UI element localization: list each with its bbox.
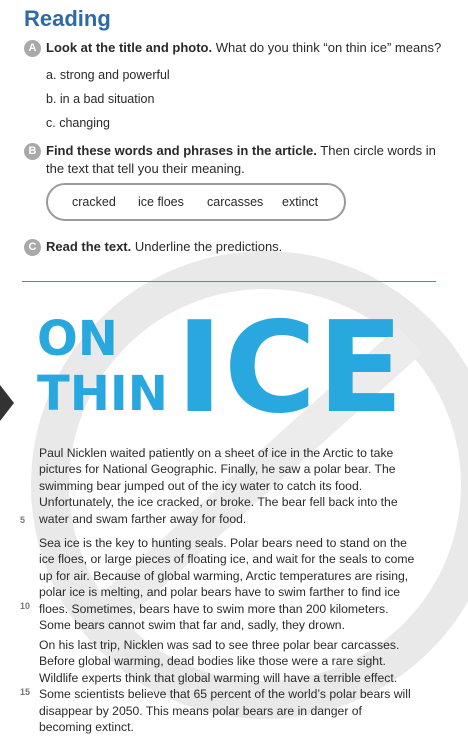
title-word-on: ON <box>37 311 118 367</box>
exercise-c-bold: Read the text. <box>46 239 132 254</box>
p2-line-6: Some bears cannot swim that far and, sadly, they drown. <box>39 618 345 633</box>
article-paragraph-2 <box>39 535 443 633</box>
line-number-15: 15 <box>20 687 31 697</box>
section-title: Reading <box>24 6 111 31</box>
p1-line-2: pictures for National Geographic. Finally, he saw a polar bear. The <box>39 462 396 477</box>
title-word-ice: ICE <box>176 294 405 441</box>
word-carcasses: carcasses <box>207 195 264 209</box>
title-word-thin: THIN <box>37 366 168 422</box>
exercise-b-instruction <box>46 142 446 178</box>
p1-line-4: Unfortunately, the ice cracked, or broke. The bear fell back into the <box>39 495 398 510</box>
article-paragraph-1 <box>39 445 443 527</box>
word-box <box>46 183 346 221</box>
exercise-b-rest-1: Then circle words in <box>316 143 436 158</box>
p2-line-5: floes. Sometimes, bears have to swim more than 200 kilometers. <box>39 601 389 616</box>
p1-line-1: Paul Nicklen waited patiently on a sheet of ice in the Arctic to take <box>39 446 394 460</box>
p2-line-1: Sea ice is the key to hunting seals. Polar bears need to stand on the <box>39 536 407 550</box>
p3-line-6: becoming extinct. <box>39 720 134 735</box>
option-a: a. strong and powerful <box>46 68 170 82</box>
line-number-10: 10 <box>20 601 31 611</box>
p3-line-4: Some scientists believe that 65 percent of the world’s polar bears will <box>39 687 411 702</box>
word-extinct: extinct <box>282 195 319 209</box>
p2-line-4: polar ice is melting, and polar bears have to swim farther to find ice <box>39 585 401 600</box>
p1-line-3: swimming bear jumped out of the icy water to catch its food. <box>39 478 363 493</box>
p2-line-2: ice floes, or large pieces of floating ice, and wait for the seals to come <box>39 552 415 567</box>
option-b: b. in a bad situation <box>46 92 155 106</box>
edge-decoration <box>0 385 14 421</box>
p3-line-5: disappear by 2050. This means polar bears are in danger of <box>39 703 362 718</box>
exercise-a-badge: A <box>24 40 41 57</box>
option-c: c. changing <box>46 116 110 130</box>
article-paragraph-3 <box>39 637 443 735</box>
exercise-a-rest: What do you think “on thin ice” means? <box>212 40 442 55</box>
word-cracked: cracked <box>72 195 116 209</box>
p1-line-5: water and swam farther away for food. <box>39 511 247 526</box>
exercise-a-instruction <box>46 39 446 57</box>
exercise-a-bold: Look at the title and photo. <box>46 40 213 55</box>
p2-line-3: up for air. Because of global warming, Arctic temperatures are rising, <box>39 568 409 583</box>
exercise-c-rest: Underline the predictions. <box>131 239 283 254</box>
p3-line-2: Before global warming, dead bodies like those were a rare sight. <box>39 654 386 669</box>
line-number-5: 5 <box>20 515 26 525</box>
exercise-b-bold: Find these words and phrases in the article. <box>46 143 317 158</box>
exercise-b-badge: B <box>24 143 41 160</box>
exercise-b-rest-2: the text that tell you their meaning. <box>46 161 245 176</box>
exercise-c-badge: C <box>24 239 41 256</box>
exercise-c-instruction <box>46 238 446 256</box>
divider-line <box>22 281 436 282</box>
p3-line-1: On his last trip, Nicklen was sad to see three polar bear carcasses. <box>39 638 400 652</box>
p3-line-3: Wildlife experts think that global warming will have a terrible effect. <box>39 670 398 685</box>
word-ice-floes: ice floes <box>138 195 184 209</box>
